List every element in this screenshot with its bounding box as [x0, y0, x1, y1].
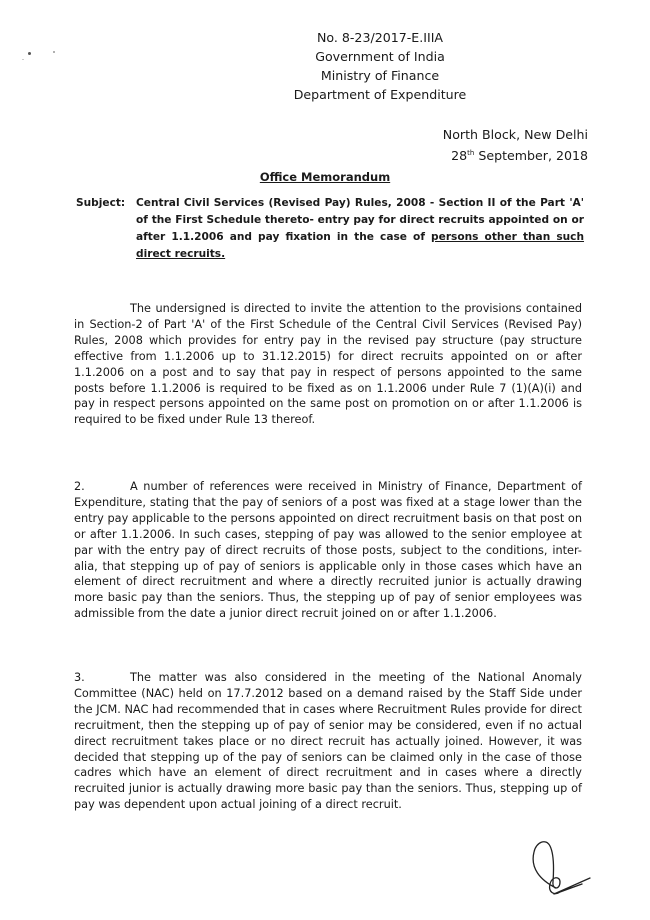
scan-specks [20, 45, 60, 65]
date: 28th September, 2018 [451, 148, 588, 164]
department-line: Department of Expenditure [293, 87, 467, 102]
government-line: Government of India [315, 49, 445, 64]
signature-icon [520, 838, 600, 898]
subject-underlined: persons other than such direct recruits. [136, 231, 585, 260]
paragraph-2: 2. A number of references were received in Ministry of Finance, Department of Expenditure, stating that the pay of seniors of a post was fixed at a stage lower than the entry pay applicable to the persons appointed on direct recruitment basis on that post on or after 1.1.2006. In such cases, stepping of pay was allowed to the senior employee at par with the entry pay of direct recruits of those posts, subject to the conditions, inter-alia, that stepping up of pay of seniors is applicable only in those cases which have an element of direct recruitment and where a directly recruited junior is actually drawing more basic pay than the seniors. Thus, the stepping up of pay of senior employees was admissible from the date a junior direct recruit joined on or after 1.1.2006. [74, 480, 582, 621]
paragraph-number: 2. [74, 480, 85, 493]
subject-label: Subject: [76, 197, 126, 209]
paragraph-3: 3. The matter was also considered in the meeting of the National Anomaly Committee (NAC) held on 17.7.2012 based on a demand raised by the Staff Side under the JCM. NAC had recommended that in cases where Recruitment Rules provide for direct recruitment, then the stepping up of pay of senior may be considered, even if no actual direct recruitment takes place or no direct recruit has actually joined. However, it was decided that stepping up of the pay of seniors can be claimed only in the case of those cadres which have an element of direct recruitment and in cases where a directly recruited junior is actually drawing more basic pay than the seniors. Thus, stepping up of pay was dependent upon actual joining of a direct recruit. [74, 671, 582, 812]
subject-block [76, 195, 584, 263]
file-number: No. 8-23/2017-E.IIIA [316, 30, 444, 45]
memo-title: Office Memorandum [259, 170, 391, 184]
paragraph-number: 3. [74, 671, 85, 684]
letterhead [280, 28, 480, 104]
subject-text: Central Civil Services (Revised Pay) Rules, 2008 - Section II of the Part 'A' of the First Schedule thereto- entry pay for direct recruits appointed on or after 1.1.2006 and pay fixation in the case of persons other than such direct recruits. [136, 197, 585, 260]
ministry-line: Ministry of Finance [320, 68, 440, 83]
paragraph-1: The undersigned is directed to invite the attention to the provisions contained in Section-2 of Part 'A' of the First Schedule of the Central Civil Services (Revised Pay) Rules, 2008 which provides for entry pay in the revised pay structure (pay structure effective from 1.1.2006 up to 31.12.2015) for direct recruits appointed on or after 1.1.2006 on a post and to say that pay in respect of persons appointed to the same posts before 1.1.2006 is required to be fixed as on 1.1.2006 under Rule 7 (1)(A)(i) and pay in respect persons appointed on the same post on promotion on or after 1.1.2006 is required to be fixed under Rule 13 thereof. [74, 302, 582, 427]
address-block [443, 125, 588, 165]
place: North Block, New Delhi [442, 127, 588, 142]
